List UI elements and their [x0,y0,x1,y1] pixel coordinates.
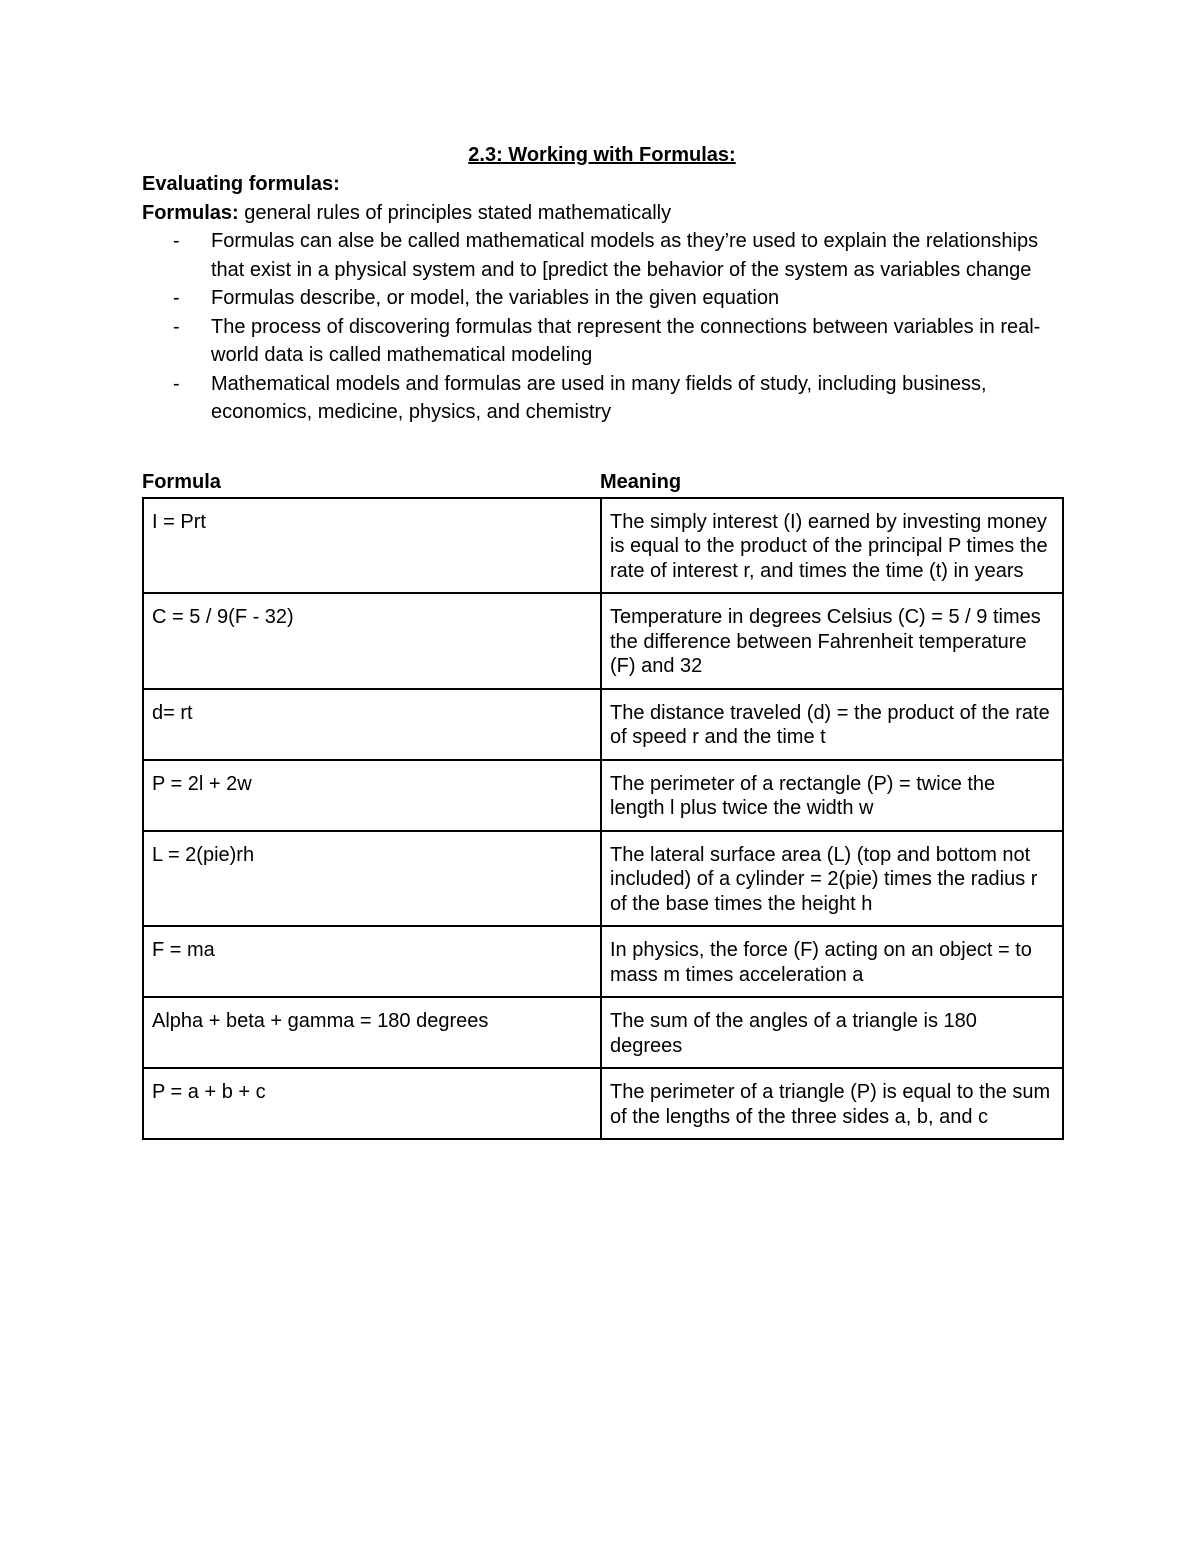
document-page [142,140,1062,1140]
formula-cell: Alpha + beta + gamma = 180 degrees [143,997,601,1068]
formula-cell: P = 2l + 2w [143,760,601,831]
table-row [143,760,1063,831]
formulas-table [142,497,1064,1141]
table-row [143,926,1063,997]
bullet-text: Formulas can alse be called mathematical models as they’re used to explain the relationships that exist in a physical system and to [predict the behavior of the system as variables change [211,230,1039,281]
bullet-list [142,227,1062,427]
bullet-dash: - [173,315,180,338]
meaning-cell: In physics, the force (F) acting on an object = to mass m times acceleration a [601,926,1063,997]
table-row [143,831,1063,927]
meaning-cell: The perimeter of a rectangle (P) = twice the length l plus twice the width w [601,760,1063,831]
bullet-item [142,284,1062,313]
bullet-item [142,227,1062,284]
definition-term: Formulas: [142,201,239,224]
meaning-cell: Temperature in degrees Celsius (C) = 5 / 9 times the difference between Fahrenheit temperature (F) and 32 [601,593,1063,689]
meaning-cell: The perimeter of a triangle (P) is equal to the sum of the lengths of the three sides a, b, and c [601,1068,1063,1139]
bullet-item [142,370,1062,427]
formula-cell: F = ma [143,926,601,997]
formula-cell: L = 2(pie)rh [143,831,601,927]
formula-cell: P = a + b + c [143,1068,601,1139]
section-heading: Evaluating formulas: [142,173,340,195]
bullet-dash: - [173,230,180,252]
table-row [143,593,1063,689]
bullet-text: Formulas describe, or model, the variables in the given equation [211,287,780,309]
meaning-cell: The lateral surface area (L) (top and bottom not included) of a cylinder = 2(pie) times the radius r of the base times the height h [601,831,1063,927]
page-title: 2.3: Working with Formulas: [468,144,736,166]
definition-line [142,199,1062,228]
meaning-column-header: Meaning [600,470,682,493]
table-header-row [142,467,1062,497]
meaning-cell: The distance traveled (d) = the product of the rate of speed r and the time t [601,689,1063,760]
meaning-cell: The sum of the angles of a triangle is 180 degrees [601,997,1063,1068]
table-row [143,498,1063,594]
formula-cell: d= rt [143,689,601,760]
table-row [143,997,1063,1068]
bullet-text: The process of discovering formulas that represent the connections between variables in real-world data is called mathematical modeling [211,315,1041,366]
definition-text: general rules of principles stated mathematically [238,201,672,224]
formula-cell: C = 5 / 9(F - 32) [143,593,601,689]
bullet-text: Mathematical models and formulas are used in many fields of study, including business, economics, medicine, physics, and chemistry [211,372,987,423]
formula-column-header: Formula [142,470,221,493]
bullet-dash: - [173,287,180,309]
bullet-item [142,313,1062,370]
meaning-cell: The simply interest (I) earned by investing money is equal to the product of the principal P times the rate of interest r, and times the time (t) in years [601,498,1063,594]
table-row [143,689,1063,760]
table-row [143,1068,1063,1139]
bullet-dash: - [173,372,180,395]
formula-cell: I = Prt [143,498,601,594]
